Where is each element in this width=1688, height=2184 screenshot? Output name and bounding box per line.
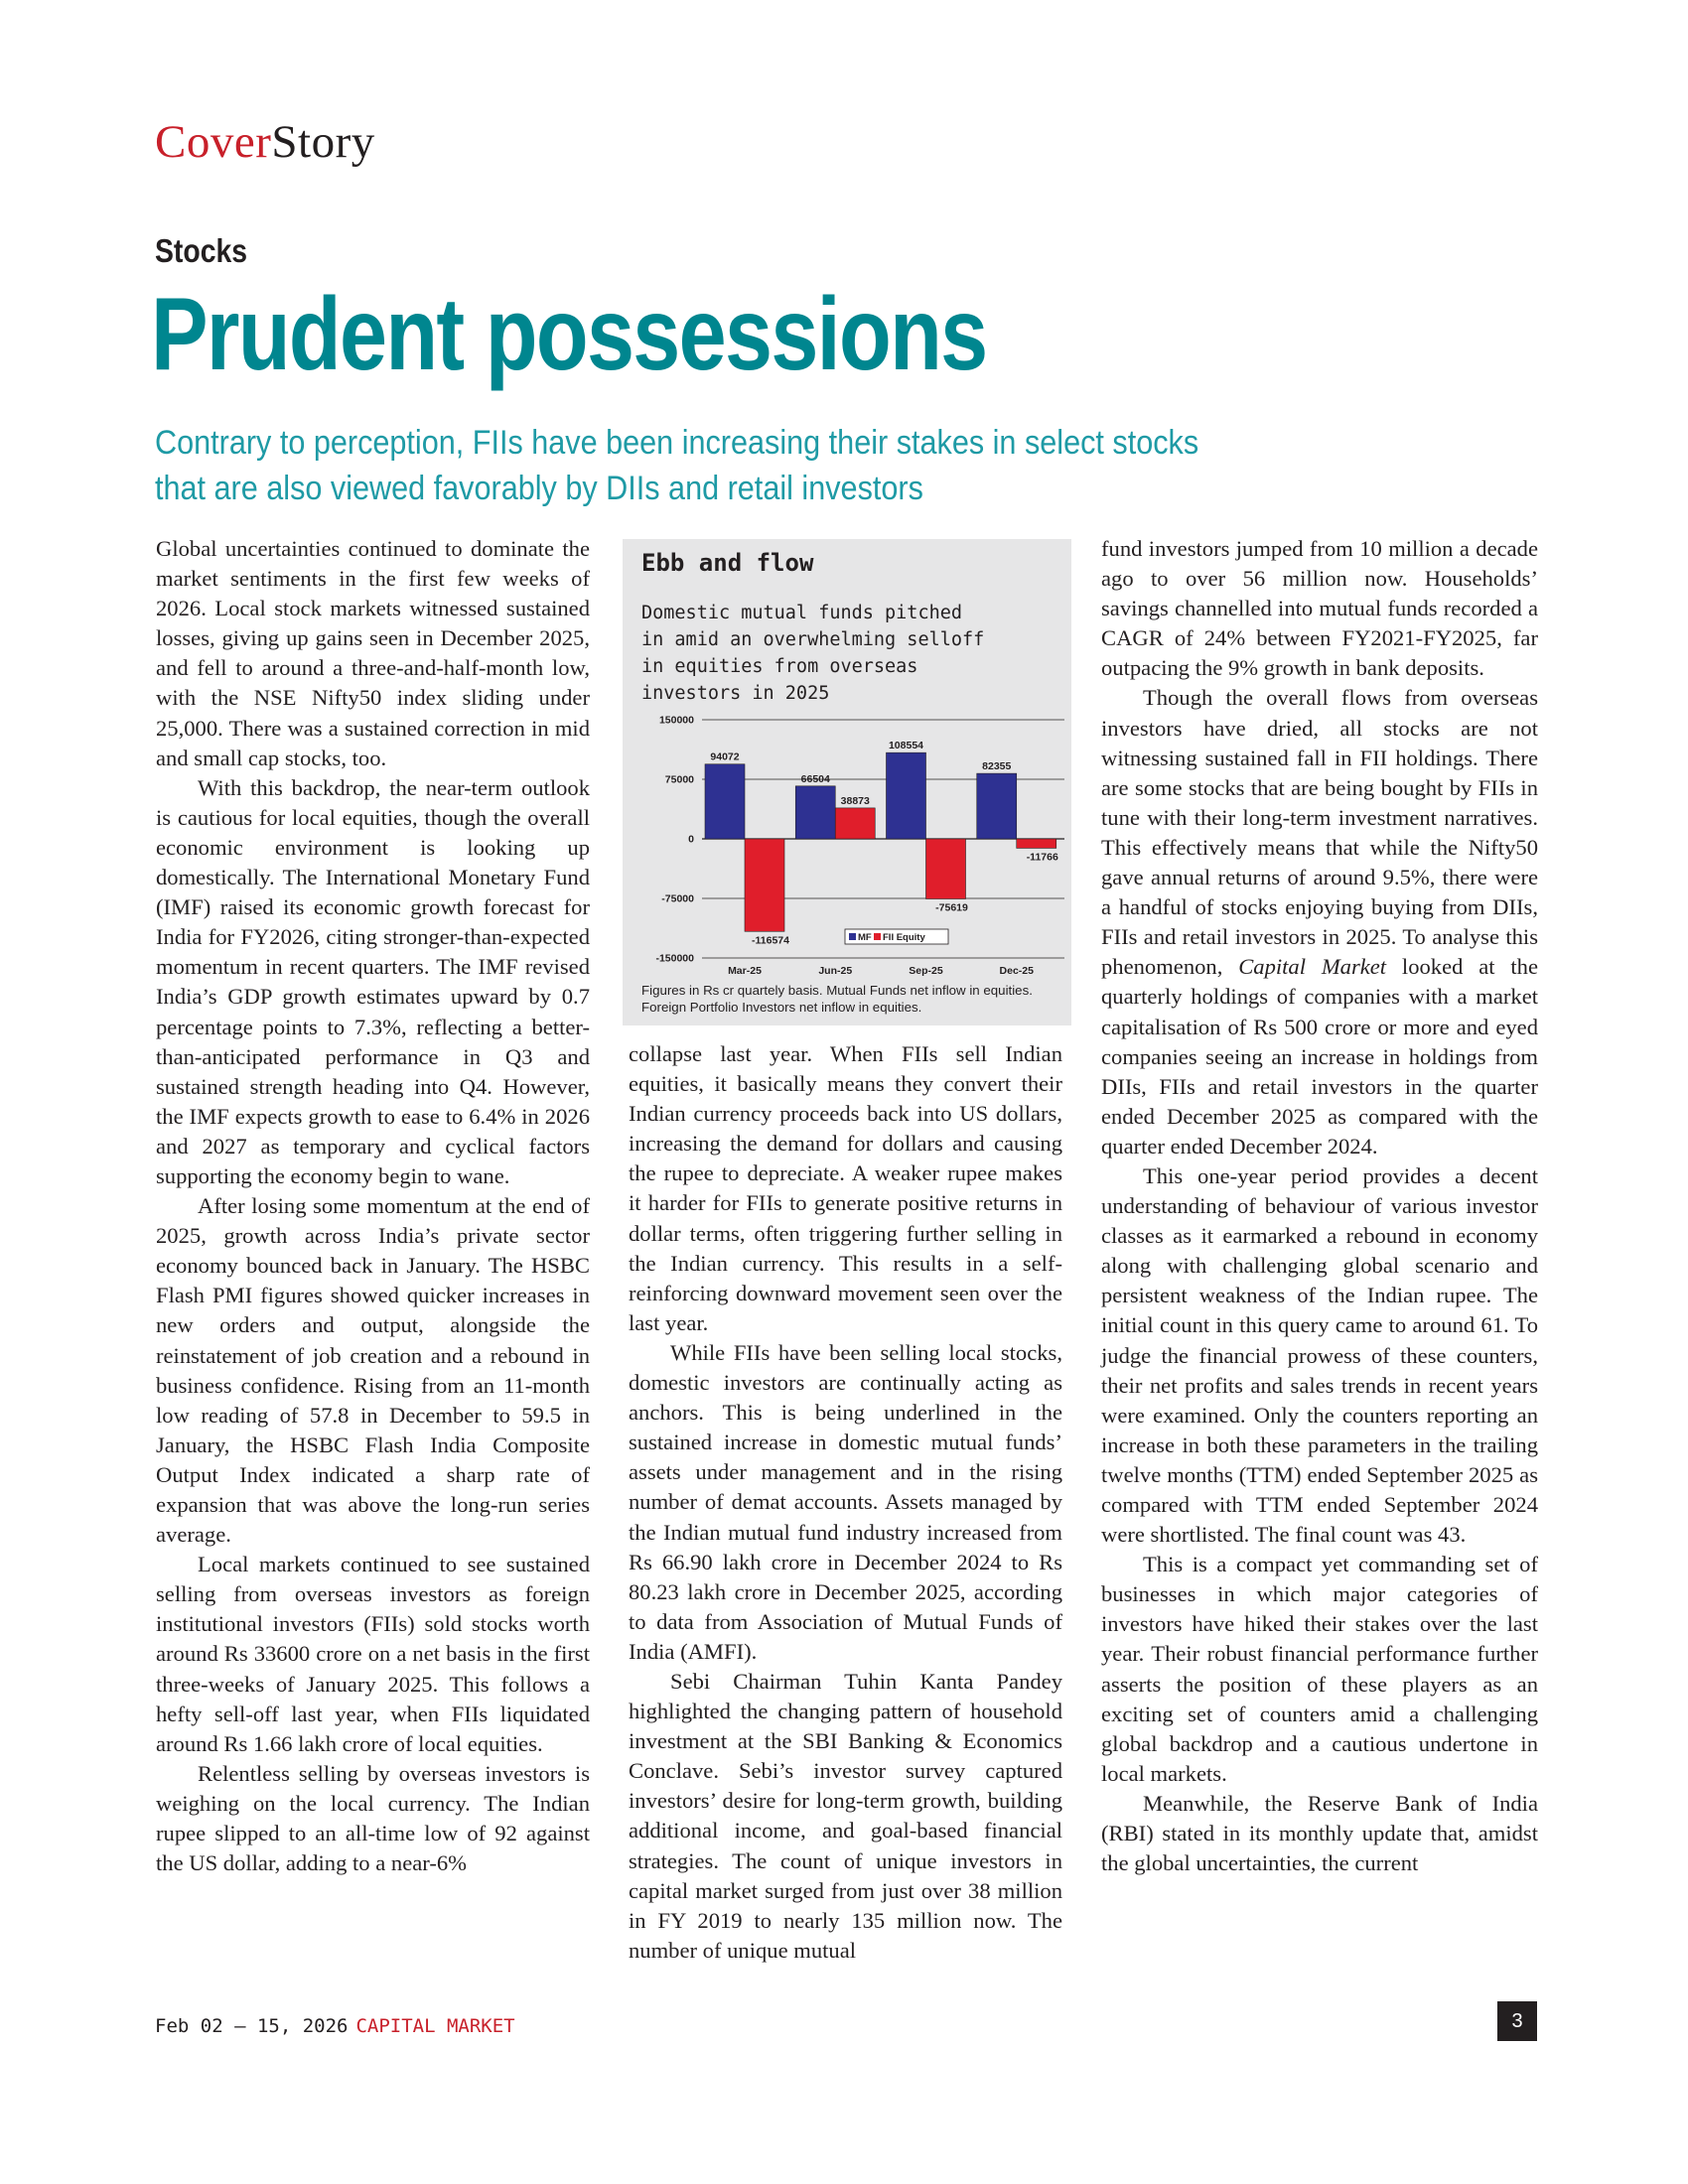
article-column-1 [156,534,590,1878]
publication-name: CAPITAL MARKET [355,2015,515,2037]
paragraph: This one-year period provides a decent understanding of behaviour of various investor classes as it earmarked a rebound in economy along with challenging global scenario and persistent weakness of the Indian rupee. The initial count in this query came to around 61. To judge the financial prowess of these counters, their net profits and sales trends in recent years were examined. Only the counters reporting an increase in both these parameters in the trailing twelve months (TTM) ended September 2025 as compared with TTM ended September 2024 were shortlisted. The final count was 43. [1101,1162,1538,1548]
article-column-2 [629,1039,1062,1966]
page-number: 3 [1497,2001,1537,2041]
data-label: -116574 [752,934,789,947]
footer [155,2015,515,2037]
paragraph: This is a compact yet commanding set of businesses in which major categories of investors have hiked their stakes over the last year. Their robust financial performance further asserts the position of these players as an exciting set of counters amid a challenging global backdrop and a cautious undertone in local markets. [1101,1552,1538,1786]
paragraph: Relentless selling by overseas investors is weighing on the local currency. The Indian rupee slipped to an all-time low of 92 against the US dollar, adding to a near-6% [156,1760,590,1876]
bar-mf [977,773,1017,839]
x-tick-label: Sep-25 [909,965,943,977]
legend-swatch [874,933,881,940]
x-tick-label: Dec-25 [999,965,1034,977]
data-label: 66504 [800,772,830,785]
x-tick-label: Mar-25 [728,965,762,977]
issue-date: Feb 02 – 15, 2026 [155,2015,349,2037]
chart-title: Ebb and flow [641,549,814,577]
dek-line: Contrary to perception, FIIs have been increasing their stakes in select stocks [155,424,1199,462]
y-tick-label: -150000 [655,952,694,965]
y-tick-label: 0 [688,833,694,846]
dek-line: that are also viewed favorably by DIIs and retail investors [155,470,923,507]
chart-subtitle-line: in amid an overwhelming selloff [641,629,985,650]
bar-fii-equity [745,839,784,931]
chart-subtitle-line: Domestic mutual funds pitched [641,603,963,623]
paragraph [1101,683,1538,1161]
paragraph-text: looked at the quarterly holdings of companies with a market capitalisation of Rs 500 crore or more and eyed companies seeing an increase in holdings from DIIs, FIIs and retail investors in the quarter ended December 2025 as compared with the quarter ended December 2024. [1101,954,1538,1159]
paragraph: Local markets continued to see sustained selling from overseas investors as foreign institutional investors (FIIs) sold stocks worth around Rs 33600 crore on a net basis in the first three-weeks of January 2025. This follows a hefty sell-off last year, when FIIs liquidated around Rs 1.66 lakh crore of local equities. [156,1552,590,1756]
bar-mf [795,786,835,839]
chart-subtitle-line: investors in 2025 [641,683,830,704]
chart-note: Figures in Rs cr quartely basis. Mutual Funds net inflow in equities. Foreign Portfolio Investors net inflow in equities. [641,983,1033,1015]
chart-subtitle [641,600,1058,707]
chart-box [623,539,1071,1025]
headline: Prudent possessions [151,277,987,392]
bar-mf [705,764,745,839]
bar-mf [887,752,926,839]
paragraph: Global uncertainties continued to dominate the market sentiments in the first few weeks of 2026. Local stock markets witnessed sustained losses, giving up gains seen in December 2025, and fell to around a three-and-half-month low, with the NSE Nifty50 index sliding under 25,000. There was a sustained correction in mid and small cap stocks, too. [156,536,590,770]
bar-chart [623,708,1071,982]
bar-fii-equity [926,839,966,898]
data-label: 94072 [710,751,740,763]
paragraph: While FIIs have been selling local stocks, domestic investors are continually acting as anchors. This is being underlined in the sustained increase in domestic mutual funds’ assets under management and in the rising number of demat accounts. Assets managed by the Indian mutual fund industry increased from Rs 66.90 lakh crore in December 2024 to Rs 80.23 lakh crore in December 2025, according to data from Association of Mutual Funds of India (AMFI). [629,1339,1062,1664]
paragraph-text: Though the overall flows from overseas investors have dried, all stocks are not witnessing sustained fall in FII holdings. There are some stocks that are being bought by FIIs in tune with their long-term investment narratives. This effectively means that while the Nifty50 gave annual returns of around 9.5%, there were a handful of stocks enjoying buying from DIIs, FIIs and retail investors in 2025. To analyse this phenomenon, [1101,685,1538,980]
data-label: 108554 [888,740,924,752]
y-tick-label: 75000 [664,773,694,786]
masthead-logo [155,115,375,169]
y-tick-label: 150000 [658,714,694,727]
masthead-cover: Cover [155,116,272,168]
chart-subtitle-line: in equities from overseas [641,656,918,677]
legend-label: MF [858,932,872,943]
dek [155,420,1199,511]
paragraph: collapse last year. When FIIs sell Indian equities, it basically means they convert their Indian currency proceeds back into US dollars, increasing the demand for dollars and causing the rupee to depreciate. A weaker rupee makes it harder for FIIs to generate positive returns in dollar terms, often triggering further selling in the Indian currency. This results in a self-reinforcing downward movement seen over the last year. [629,1041,1062,1335]
publication-name: Capital Market [1238,954,1387,980]
data-label: -11766 [1026,851,1058,864]
legend-swatch [849,933,856,940]
bar-fii-equity [1017,839,1056,848]
data-label: -75619 [935,901,968,914]
paragraph: Sebi Chairman Tuhin Kanta Pandey highlighted the changing pattern of household investment at the SBI Banking & Economics Conclave. Sebi’s investor survey captured investors’ desire for long-term growth, building additional income, and goal-based financial strategies. The count of unique investors in capital market surged from just over 38 million in FY 2019 to nearly 135 million now. The number of unique mutual [629,1668,1062,1963]
data-label: 82355 [982,760,1012,773]
bar-fii-equity [835,808,875,839]
section-label: Stocks [155,232,248,269]
legend-label: FII Equity [883,932,925,943]
y-tick-label: -75000 [661,892,694,905]
paragraph: Meanwhile, the Reserve Bank of India (RBI) stated in its monthly update that, amidst the global uncertainties, the current [1101,1790,1538,1876]
paragraph: After losing some momentum at the end of 2025, growth across India’s private sector economy bounced back in January. The HSBC Flash PMI figures showed quicker increases in new orders and output, alongside the reinstatement of job creation and a rebound in business confidence. Rising from an 11-month low reading of 57.8 in December to 59.5 in January, the HSBC Flash India Composite Output Index indicated a sharp rate of expansion that was above the long-run series average. [156,1193,590,1548]
data-label: 38873 [840,794,870,807]
paragraph: fund investors jumped from 10 million a decade ago to over 56 million now. Households’ savings channelled into mutual funds recorded a CAGR of 24% between FY2021-FY2025, far outpacing the 9% growth in bank deposits. [1101,536,1538,681]
masthead-story: Story [271,116,375,168]
paragraph: With this backdrop, the near-term outlook is cautious for local equities, though the overall economic environment is looking up domestically. The International Monetary Fund (IMF) raised its economic growth forecast for India for FY2026, citing stronger-than-expected momentum in recent quarters. The IMF revised India’s GDP growth estimates upward by 0.7 percentage points to 7.3%, reflecting a better-than-anticipated performance in Q3 and sustained strength heading into Q4. However, the IMF expects growth to ease to 6.4% in 2026 and 2027 as temporary and cyclical factors supporting the economy begin to wane. [156,774,590,1188]
x-tick-label: Jun-25 [818,965,853,977]
article-column-3 [1101,534,1538,1878]
